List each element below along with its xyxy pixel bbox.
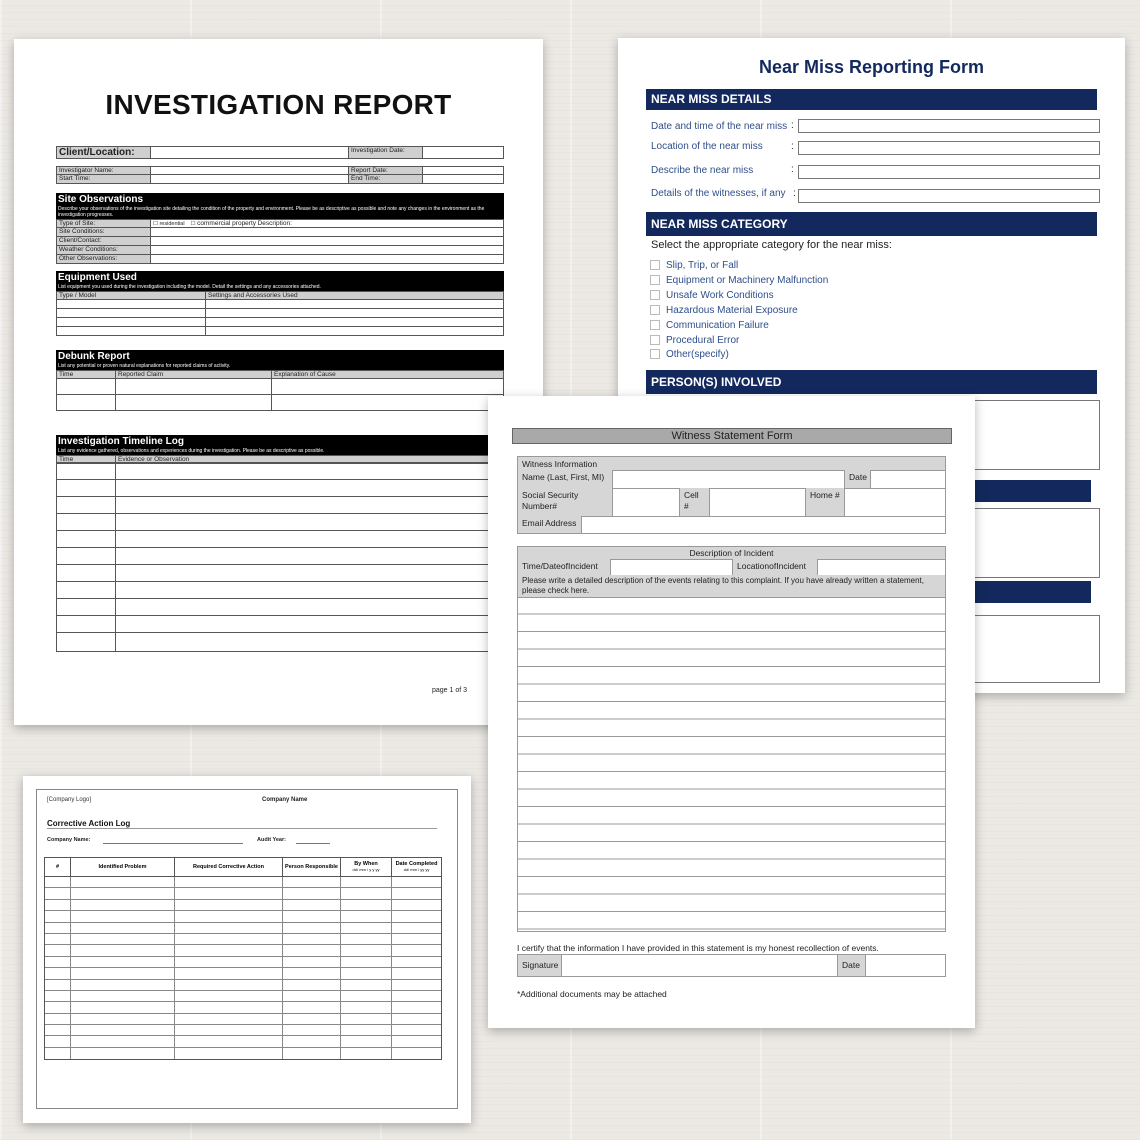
table-cell[interactable] <box>341 900 392 910</box>
table-cell[interactable] <box>283 991 341 1001</box>
witness-statement-page <box>488 396 975 1028</box>
equipment-used-heading: Equipment Used <box>56 271 504 284</box>
start-time-field[interactable] <box>151 175 349 183</box>
incident-time-row <box>517 559 946 576</box>
category-prompt: Select the appropriate category for the near miss: <box>651 239 892 251</box>
date-label: Date <box>845 470 871 488</box>
table-cell[interactable] <box>341 968 392 978</box>
table-cell[interactable] <box>45 991 71 1001</box>
table-cell[interactable] <box>175 957 283 967</box>
other-observations-label: Other Observations: <box>57 255 151 263</box>
investigation-report-title: INVESTIGATION REPORT <box>105 89 452 120</box>
table-row[interactable] <box>45 888 441 899</box>
table-cell[interactable] <box>71 1048 175 1059</box>
corrective-action-frame <box>36 789 458 1109</box>
signature-date-label: Date <box>838 955 866 976</box>
table-row[interactable] <box>45 1025 441 1036</box>
incident-heading: Description of Incident <box>689 548 774 558</box>
table-cell[interactable] <box>392 934 441 944</box>
table-cell[interactable] <box>71 1036 175 1046</box>
table-cell[interactable] <box>392 957 441 967</box>
debunk-cell[interactable] <box>272 379 503 394</box>
category-checkbox-equipment[interactable] <box>650 275 660 285</box>
debunk-cell[interactable] <box>272 395 503 410</box>
investigator-info-table <box>56 166 504 184</box>
table-cell[interactable] <box>45 957 71 967</box>
col-person-header: Person Responsible <box>283 858 341 876</box>
client-contact-label: Client/Contact: <box>57 237 151 245</box>
section-box[interactable] <box>973 615 1100 683</box>
company-name-label: Company Name: <box>47 837 91 843</box>
table-row[interactable] <box>45 877 441 888</box>
client-location-field[interactable] <box>151 147 349 158</box>
table-cell[interactable] <box>392 900 441 910</box>
table-row[interactable] <box>45 1014 441 1025</box>
table-cell[interactable] <box>341 911 392 921</box>
table-row[interactable] <box>45 945 441 956</box>
commercial-checkbox[interactable]: ☐ <box>190 221 196 227</box>
describe-label: Describe the near miss <box>651 165 754 176</box>
table-cell[interactable] <box>392 877 441 887</box>
table-cell[interactable] <box>341 877 392 887</box>
table-cell[interactable] <box>392 1036 441 1046</box>
table-cell[interactable] <box>175 923 283 933</box>
type-model-header: Type / Model <box>57 292 206 299</box>
table-cell[interactable] <box>392 1014 441 1024</box>
table-cell[interactable] <box>175 968 283 978</box>
table-cell[interactable] <box>71 945 175 955</box>
audit-year-label: Audit Year: <box>257 837 286 843</box>
corrective-table-body[interactable] <box>45 877 441 1059</box>
table-cell[interactable] <box>45 1014 71 1024</box>
table-cell[interactable] <box>341 945 392 955</box>
col-number-header: # <box>45 858 71 876</box>
table-row[interactable] <box>45 1002 441 1013</box>
table-cell[interactable] <box>283 934 341 944</box>
reported-claim-header: Reported Claim <box>116 371 272 378</box>
category-checkbox-slip[interactable] <box>650 260 660 270</box>
equipment-cell[interactable] <box>206 327 503 335</box>
col-date-header <box>392 858 441 876</box>
site-conditions-field[interactable] <box>151 228 503 236</box>
name-field[interactable] <box>613 470 845 488</box>
table-cell[interactable] <box>71 1002 175 1012</box>
timeline-log-heading: Investigation Timeline Log <box>56 435 504 448</box>
site-observations-desc: Describe your observations of the investigation site detailing the condition of the property and environment. Please be as descriptive as possible and note any changes in the environment as the investigation progresses. <box>56 206 504 219</box>
witness-info-heading-row <box>517 456 946 471</box>
table-cell[interactable] <box>71 934 175 944</box>
table-row[interactable] <box>45 1048 441 1059</box>
table-cell[interactable] <box>71 1014 175 1024</box>
table-cell[interactable] <box>175 934 283 944</box>
table-cell[interactable] <box>341 1025 392 1035</box>
signature-label: Signature <box>518 955 562 976</box>
timeline-time-header: Time <box>57 456 116 463</box>
table-row[interactable] <box>45 968 441 979</box>
table-cell[interactable] <box>283 945 341 955</box>
table-cell[interactable] <box>283 980 341 990</box>
table-cell[interactable] <box>392 1002 441 1012</box>
certify-text: I certify that the information I have provided in this statement is my honest recollection of events. <box>517 943 879 953</box>
email-row <box>517 516 946 534</box>
timeline-log-desc: List any evidence gathered, observations and experiences during the investigation. Please be as descriptive as possible. <box>56 448 504 455</box>
col-problem-header: Identified Problem <box>71 858 175 876</box>
equipment-cell[interactable] <box>206 300 503 308</box>
location-incident-field[interactable] <box>818 559 945 575</box>
location-colon: : <box>791 141 794 152</box>
table-cell[interactable] <box>283 957 341 967</box>
table-cell[interactable] <box>71 1025 175 1035</box>
table-cell[interactable] <box>341 1048 392 1059</box>
debunk-report-section <box>56 350 504 411</box>
debunk-time-header: Time <box>57 371 116 378</box>
table-cell[interactable] <box>71 923 175 933</box>
timeline-log-grid[interactable] <box>56 462 504 652</box>
table-cell[interactable] <box>45 888 71 898</box>
table-row[interactable] <box>45 911 441 922</box>
table-cell[interactable] <box>283 900 341 910</box>
location-label: Location of the near miss <box>651 141 763 152</box>
investigation-report-page <box>14 39 543 725</box>
table-cell[interactable] <box>341 980 392 990</box>
end-time-label: End Time: <box>349 175 423 183</box>
description-label: Description: <box>257 220 292 227</box>
table-cell[interactable] <box>45 1002 71 1012</box>
witness-info-heading: Witness Information <box>522 459 598 469</box>
email-field[interactable] <box>582 516 945 533</box>
category-checkbox-unsafe[interactable] <box>650 290 660 300</box>
table-cell[interactable] <box>45 900 71 910</box>
section-bar <box>973 581 1091 603</box>
ssn-field[interactable] <box>613 488 680 516</box>
table-cell[interactable] <box>283 1048 341 1059</box>
weather-conditions-field[interactable] <box>151 246 503 254</box>
category-label-other: Other(specify) <box>666 349 729 360</box>
equipment-cell[interactable] <box>57 309 206 317</box>
table-cell[interactable] <box>341 957 392 967</box>
table-cell[interactable] <box>341 1002 392 1012</box>
table-cell[interactable] <box>392 1025 441 1035</box>
table-cell[interactable] <box>341 1014 392 1024</box>
home-field[interactable] <box>845 488 945 516</box>
other-observations-field[interactable] <box>151 255 503 263</box>
client-contact-field[interactable] <box>151 237 503 245</box>
residential-checkbox[interactable]: ☐ <box>153 221 158 227</box>
equipment-cell[interactable] <box>206 309 503 317</box>
site-observations-section <box>56 193 504 264</box>
site-conditions-label: Site Conditions: <box>57 228 151 236</box>
table-cell[interactable] <box>341 923 392 933</box>
table-cell[interactable] <box>175 1014 283 1024</box>
debunk-report-desc: List any potential or proven natural explanations for reported claims of activity. <box>56 363 504 370</box>
evidence-header: Evidence or Observation <box>116 456 503 463</box>
signature-date-field[interactable] <box>866 955 945 976</box>
report-date-field[interactable] <box>423 167 503 174</box>
table-cell[interactable] <box>45 980 71 990</box>
table-cell[interactable] <box>71 991 175 1001</box>
date-completed-label: Date Completed <box>395 861 438 867</box>
table-cell[interactable] <box>283 1002 341 1012</box>
instructions-text: Please write a detailed description of the events relating to this complaint. If you have already written a statement, please check here. <box>522 576 924 595</box>
table-cell[interactable] <box>175 888 283 898</box>
residential-label: residential <box>159 221 185 227</box>
by-when-format: dd/ mm / y y yy <box>352 867 380 872</box>
table-cell[interactable] <box>45 877 71 887</box>
statement-lines[interactable] <box>517 597 946 932</box>
settings-accessories-header: Settings and Accessories Used <box>206 292 503 299</box>
table-cell[interactable] <box>45 934 71 944</box>
table-cell[interactable] <box>283 968 341 978</box>
table-cell[interactable] <box>392 968 441 978</box>
audit-year-line[interactable] <box>296 843 330 844</box>
corrective-action-log-page <box>23 776 471 1123</box>
section-box[interactable] <box>973 508 1100 578</box>
date-time-label: Date and time of the near miss <box>651 121 788 132</box>
debunk-report-heading: Debunk Report <box>56 350 504 363</box>
debunk-cell[interactable] <box>116 395 272 410</box>
witness-statement-title: Witness Statement Form <box>512 428 952 444</box>
category-label-hazardous: Hazardous Material Exposure <box>666 305 798 316</box>
debunk-cell[interactable] <box>116 379 272 394</box>
table-cell[interactable] <box>283 923 341 933</box>
date-format: dd/ mm / yy yy <box>403 867 430 872</box>
debunk-cell[interactable] <box>57 379 116 394</box>
describe-input[interactable] <box>798 165 1100 179</box>
table-row[interactable] <box>45 980 441 991</box>
near-miss-title: Near Miss Reporting Form <box>758 57 985 77</box>
type-of-site-options <box>151 220 503 227</box>
table-cell[interactable] <box>283 877 341 887</box>
equipment-cell[interactable] <box>57 327 206 335</box>
category-checkbox-communication[interactable] <box>650 320 660 330</box>
category-label-procedural: Procedural Error <box>666 335 740 346</box>
table-cell[interactable] <box>71 957 175 967</box>
table-cell[interactable] <box>71 980 175 990</box>
table-row[interactable] <box>45 923 441 934</box>
persons-involved-heading: PERSON(S) INVOLVED <box>646 370 1097 394</box>
category-label-unsafe: Unsafe Work Conditions <box>666 290 774 301</box>
describe-colon: : <box>791 164 794 175</box>
location-input[interactable] <box>798 141 1100 155</box>
table-cell[interactable] <box>175 911 283 921</box>
table-cell[interactable] <box>283 1014 341 1024</box>
witnesses-colon: : <box>793 188 796 199</box>
table-cell[interactable] <box>175 877 283 887</box>
investigation-date-label: Investigation Date: <box>349 147 423 158</box>
table-cell[interactable] <box>45 1036 71 1046</box>
section-bar <box>973 480 1091 502</box>
incident-heading-row <box>517 546 946 560</box>
client-location-label: Client/Location: <box>57 147 151 158</box>
signature-row <box>517 954 946 977</box>
client-info-table <box>56 146 504 159</box>
table-cell[interactable] <box>175 991 283 1001</box>
table-cell[interactable] <box>71 877 175 887</box>
table-cell[interactable] <box>71 911 175 921</box>
table-cell[interactable] <box>175 1036 283 1046</box>
equipment-used-desc: List equipment you used during the investigation including the model. Detail the settings and any accessories attached. <box>56 284 504 291</box>
table-cell[interactable] <box>283 911 341 921</box>
table-cell[interactable] <box>71 900 175 910</box>
persons-involved-box[interactable] <box>973 400 1100 470</box>
witnesses-label: Details of the witnesses, if any <box>651 188 786 199</box>
category-checkbox-hazardous[interactable] <box>650 305 660 315</box>
col-action-header: Required Corrective Action <box>175 858 283 876</box>
near-miss-details-heading: NEAR MISS DETAILS <box>646 89 1097 110</box>
col-by-when-header <box>341 858 392 876</box>
table-row[interactable] <box>45 900 441 911</box>
table-cell[interactable] <box>283 1036 341 1046</box>
table-cell[interactable] <box>392 1048 441 1059</box>
table-cell[interactable] <box>392 888 441 898</box>
corrective-action-title: Corrective Action Log <box>47 819 131 828</box>
timeline-log-section <box>56 435 504 464</box>
date-time-colon: : <box>791 120 794 131</box>
by-when-label: By When <box>354 861 378 867</box>
table-row[interactable] <box>45 1036 441 1047</box>
near-miss-category-heading: NEAR MISS CATEGORY <box>646 212 1097 236</box>
ssn-label: Social Security Number# <box>518 488 613 516</box>
category-checkbox-other[interactable] <box>650 349 660 359</box>
company-logo-placeholder: [Company Logo] <box>47 797 92 803</box>
table-cell[interactable] <box>341 934 392 944</box>
equipment-used-section <box>56 271 504 336</box>
table-cell[interactable] <box>392 980 441 990</box>
weather-conditions-label: Weather Conditions: <box>57 246 151 254</box>
date-time-input[interactable] <box>798 119 1100 133</box>
home-label: Home # <box>806 488 845 516</box>
table-cell[interactable] <box>175 980 283 990</box>
category-label-slip: Slip, Trip, or Fall <box>666 260 739 271</box>
company-name-line[interactable] <box>103 843 243 844</box>
site-observations-heading: Site Observations <box>56 193 504 206</box>
table-cell[interactable] <box>341 888 392 898</box>
corrective-table-header <box>45 858 441 877</box>
witnesses-input[interactable] <box>798 189 1100 203</box>
table-row[interactable] <box>45 934 441 945</box>
table-cell[interactable] <box>71 888 175 898</box>
table-cell[interactable] <box>392 945 441 955</box>
table-row[interactable] <box>45 991 441 1002</box>
type-of-site-label: Type of Site: <box>57 220 151 227</box>
investigation-date-field[interactable] <box>423 147 503 158</box>
instructions-row <box>517 575 946 598</box>
table-cell[interactable] <box>283 888 341 898</box>
name-label: Name (Last, First, MI) <box>518 470 613 488</box>
table-cell[interactable] <box>45 1025 71 1035</box>
start-time-label: Start Time: <box>57 175 151 183</box>
table-cell[interactable] <box>45 945 71 955</box>
contact-row <box>517 488 946 517</box>
report-date-label: Report Date: <box>349 167 423 174</box>
table-cell[interactable] <box>392 923 441 933</box>
table-cell[interactable] <box>45 911 71 921</box>
table-cell[interactable] <box>341 1036 392 1046</box>
location-incident-label: LocationofIncident <box>733 559 818 575</box>
table-cell[interactable] <box>392 991 441 1001</box>
corrective-action-table <box>44 857 442 1060</box>
category-checkbox-procedural[interactable] <box>650 335 660 345</box>
table-cell[interactable] <box>71 968 175 978</box>
email-label: Email Address <box>518 516 582 533</box>
date-field[interactable] <box>871 470 945 488</box>
table-cell[interactable] <box>175 900 283 910</box>
page-number: page 1 of 3 <box>432 687 468 694</box>
table-cell[interactable] <box>175 1025 283 1035</box>
table-cell[interactable] <box>341 991 392 1001</box>
table-cell[interactable] <box>175 1048 283 1059</box>
end-time-field[interactable] <box>423 175 503 183</box>
category-label-equipment: Equipment or Machinery Malfunction <box>666 275 829 286</box>
investigator-name-field[interactable] <box>151 167 349 174</box>
equipment-cell[interactable] <box>57 318 206 326</box>
signature-field[interactable] <box>562 955 838 976</box>
table-cell[interactable] <box>45 923 71 933</box>
time-date-field[interactable] <box>611 559 733 575</box>
commercial-label: commercial property <box>197 220 257 227</box>
investigator-name-label: Investigator Name: <box>57 167 151 174</box>
company-name-header: Company Name <box>262 797 308 803</box>
table-row[interactable] <box>45 957 441 968</box>
equipment-cell[interactable] <box>206 318 503 326</box>
equipment-cell[interactable] <box>57 300 206 308</box>
cell-field[interactable] <box>710 488 806 516</box>
time-date-label: Time/DateofIncident <box>518 559 611 575</box>
table-cell[interactable] <box>45 968 71 978</box>
explanation-header: Explanation of Cause <box>272 371 503 378</box>
additional-note: *Additional documents may be attached <box>517 989 667 999</box>
table-cell[interactable] <box>392 911 441 921</box>
cell-label: Cell # <box>680 488 710 516</box>
table-cell[interactable] <box>175 1002 283 1012</box>
table-cell[interactable] <box>283 1025 341 1035</box>
name-row <box>517 470 946 489</box>
category-label-communication: Communication Failure <box>666 320 769 331</box>
debunk-cell[interactable] <box>57 395 116 410</box>
table-cell[interactable] <box>175 945 283 955</box>
table-cell[interactable] <box>45 1048 71 1059</box>
